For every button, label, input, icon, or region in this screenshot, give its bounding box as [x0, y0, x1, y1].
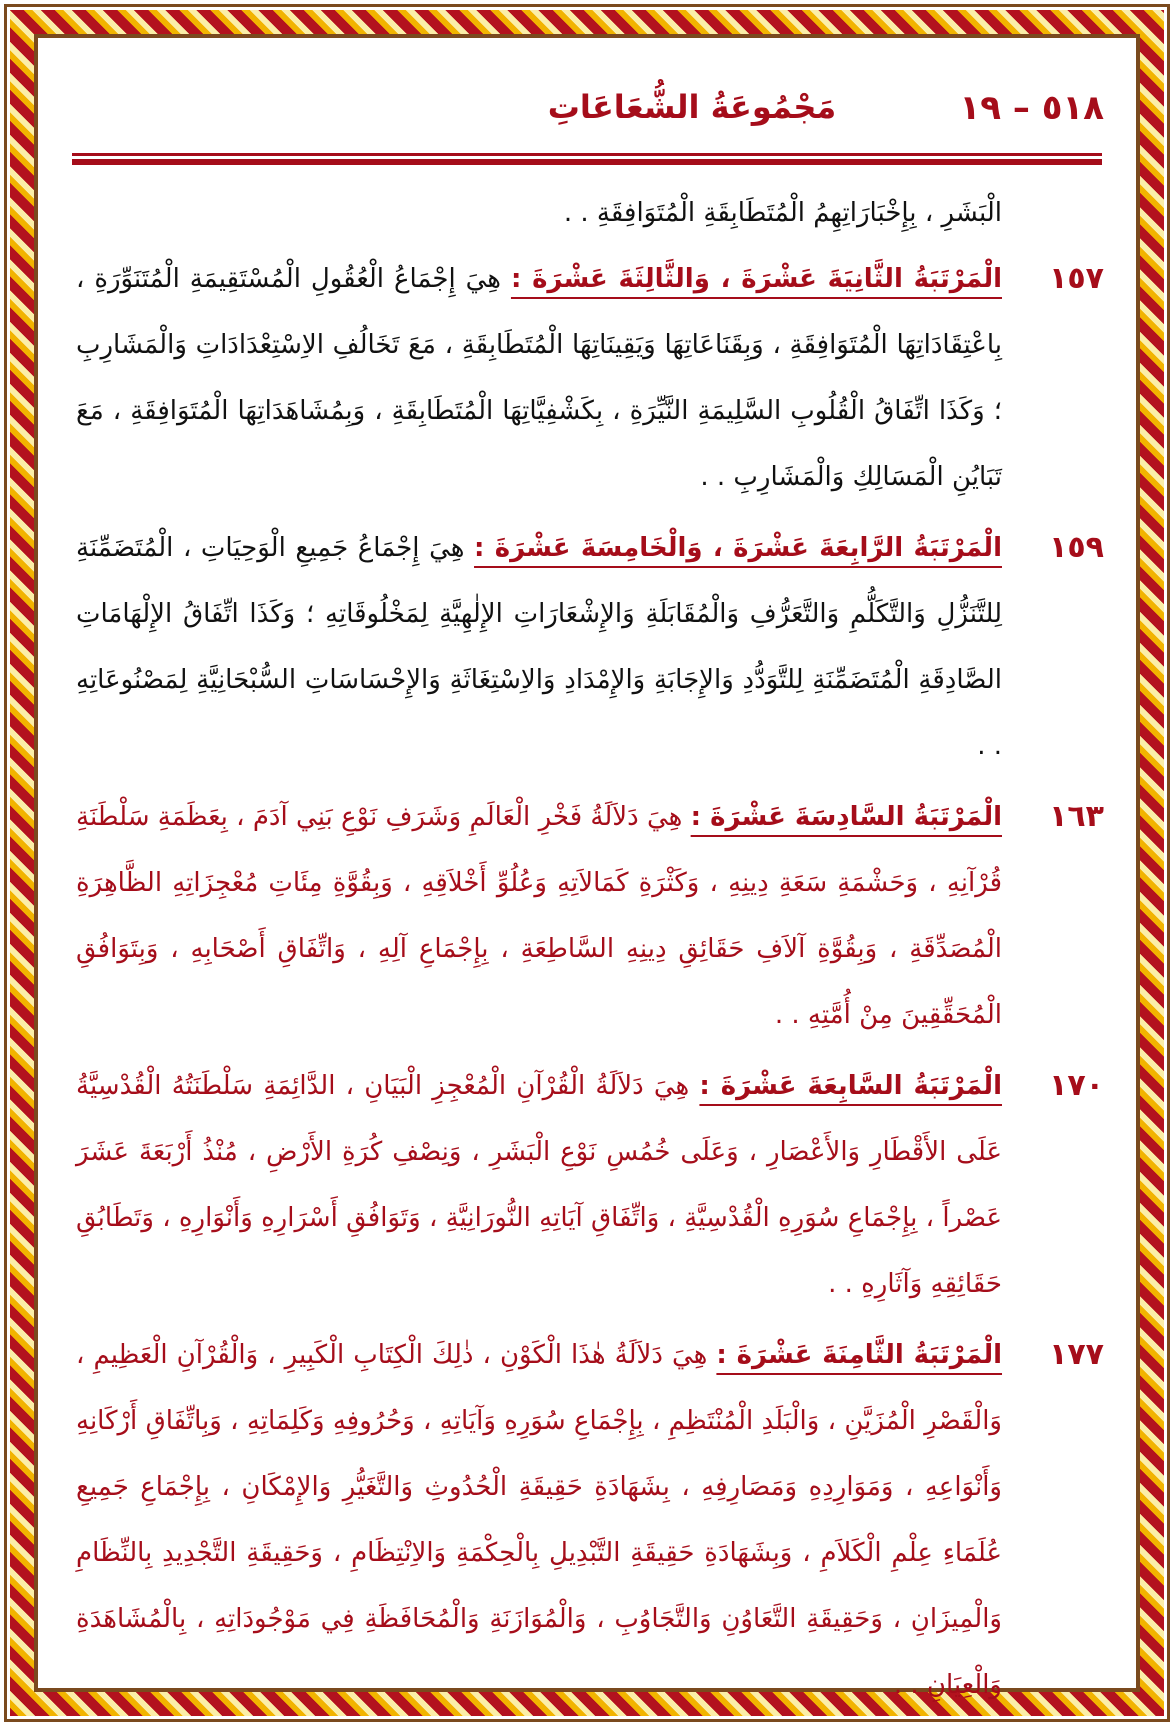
paragraph-body: هِيَ دَلاَلَةُ الْقُرْآنِ الْمُعْجِزِ الْبَيَانِ ، الدَّائِمَةِ سَلْطَنَتُهُ الْقُدْسِيَّةُ عَلَى الأَقْطَارِ وَالأَعْصَارِ ، وَعَلَى خُمُسِ نَوْعِ الْبَشَرِ ، وَنِصْفِ كُرَةِ الأَرْضِ ، مُنْذُ أَرْبَعَةَ عَشَرَ عَصْراً ، بِإِجْمَاعِ سُوَرِهِ الْقُدْسِيَّةِ ، وَاتِّفَاقِ آيَاتِهِ النُّورَانِيَّةِ ، وَتَوَافُقِ أَسْرَارِهِ وَأَنْوَارِهِ ، وَتَطَابُقِ حَقَائِقِهِ وَآثَارِهِ . . — [76, 1071, 1002, 1299]
paragraph-body: هِيَ دَلاَلَةُ فَخْرِ الْعَالَمِ وَشَرَفِ نَوْعِ بَنِي آدَمَ ، بِعَظَمَةِ سَلْطَنَةِ قُرْآنِهِ ، وَحَشْمَةِ سَعَةِ دِينِهِ ، وَكَثْرَةِ كَمَالاَتِهِ وَعُلُوِّ أَخْلاَقِهِ ، وَبِقُوَّةِ مِئَاتِ مُعْجِزَاتِهِ الظَّاهِرَةِ الْمُصَدِّقَةِ ، وَبِقُوَّةِ آلاَفِ حَقَائِقِ دِينِهِ السَّاطِعَةِ ، بِإِجْمَاعِ آلِهِ ، وَاتِّفَاقِ أَصْحَابِهِ ، وَبِتَوَافُقِ الْمُحَقِّقِينَ مِنْ أُمَّتِهِ . . — [76, 802, 1002, 1030]
paragraph-number: ١٧٧ — [1049, 1337, 1104, 1372]
paragraph-body: هِيَ دَلاَلَةُ هٰذَا الْكَوْنِ ، ذٰلِكَ الْكِتَابِ الْكَبِيرِ ، وَالْقُرْآنِ الْعَظِيمِ ، وَالْقَصْرِ الْمُزَيَّنِ ، وَالْبَلَدِ الْمُنْتَظِمِ ، بِإِجْمَاعِ سُوَرِهِ وَآيَاتِهِ ، وَحُرُوفِهِ وَكَلِمَاتِهِ ، وَبِاتِّفَاقِ أَرْكَانِهِ وَأَنْوَاعِهِ ، وَمَوَارِدِهِ وَمَصَارِفِهِ ، بِشَهَادَةِ حَقِيقَةِ الْحُدُوثِ وَالتَّغَيُّرِ وَالإِمْكَانِ ، بِإِجْمَاعِ جَمِيعِ عُلَمَاءِ عِلْمِ الْكَلاَمِ ، وَبِشَهَادَةِ حَقِيقَةِ التَّبْدِيلِ بِالْحِكْمَةِ وَالاِنْتِظَامِ ، وَحَقِيقَةِ التَّجْدِيدِ بِالنِّظَامِ وَالْمِيزَانِ ، وَحَقِيقَةِ التَّعَاوُنِ وَالتَّجَاوُبِ ، وَالْمُوَازَنَةِ وَالْمُحَافَظَةِ فِي مَوْجُودَاتِهِ ، بِالْمُشَاهَدَةِ وَالْعِيَانِ . . — [76, 1340, 1002, 1700]
paragraph-heading: الْمَرْتَبَةُ الرَّابِعَةَ عَشْرَةَ ، وَالْخَامِسَةَ عَشْرَةَ : — [474, 533, 1002, 563]
paragraph-177 — [76, 1322, 1104, 1718]
book-title: مَجْمُوعَةُ الشُّعَاعَاتِ — [547, 88, 837, 126]
paragraph-number: ١٦٣ — [1049, 799, 1104, 834]
continuation-text: الْبَشَرِ ، بِإِخْبَارَاتِهِمُ الْمُتَطَابِقَةِ الْمُتَوَافِقَةِ . . — [563, 198, 1002, 228]
page-body — [76, 180, 1104, 1723]
page-header — [70, 88, 1104, 144]
paragraph-number: ١٧٠ — [1049, 1068, 1104, 1103]
paragraph-heading: الْمَرْتَبَةُ الثَّامِنَةَ عَشْرَةَ : — [716, 1340, 1003, 1370]
paragraph-heading: الْمَرْتَبَةُ السَّادِسَةَ عَشْرَةَ : — [690, 802, 1002, 832]
paragraph-heading: الْمَرْتَبَةُ السَّابِعَةَ عَشْرَةَ : — [699, 1071, 1002, 1101]
paragraph-number: ١٥٧ — [1049, 261, 1104, 296]
paragraph-body: هِيَ إِجْمَاعُ جَمِيعِ الْوَحِيَاتِ ، الْمُتَضَمِّنَةِ لِلتَّنَزُّلِ وَالتَّكَلُّمِ وَالتَّعَرُّفِ وَالْمُقَابَلَةِ وَالإِشْعَارَاتِ الإِلٰهِيَّةِ لِمَخْلُوقَاتِهِ ؛ وَكَذَا اتِّفَاقُ الإِلْهَامَاتِ الصَّادِقَةِ الْمُتَضَمِّنَةِ لِلتَّوَدُّدِ وَالإِجَابَةِ وَالإِمْدَادِ وَالاِسْتِغَاثَةِ وَالإِحْسَاسَاتِ السُّبْحَانِيَّةِ لِمَصْنُوعَاتِهِ . . — [76, 533, 1002, 761]
paragraph-body: هِيَ إِجْمَاعُ الْعُقُولِ الْمُسْتَقِيمَةِ الْمُتَنَوِّرَةِ ، بِاعْتِقَادَاتِهَا الْمُتَوَافِقَةِ ، وَبِقَنَاعَاتِهَا وَيَقِينَاتِهَا الْمُتَطَابِقَةِ ، مَعَ تَخَالُفِ الاِسْتِعْدَادَاتِ وَالْمَشَارِبِ ؛ وَكَذَا اتِّفَاقُ الْقُلُوبِ السَّلِيمَةِ النَّيِّرَةِ ، بِكَشْفِيَّاتِهَا الْمُتَطَابِقَةِ ، وَبِمُشَاهَدَاتِهَا الْمُتَوَافِقَةِ ، مَعَ تَبَايُنِ الْمَسَالِكِ وَالْمَشَارِبِ . . — [76, 264, 1002, 492]
paragraph-163 — [76, 784, 1104, 1048]
paragraph-170 — [76, 1053, 1104, 1317]
paragraph-157 — [76, 246, 1104, 510]
page-number: ٥١٨ – ١٩ — [959, 88, 1104, 128]
header-rule-thick — [72, 159, 1102, 165]
header-rule-thin — [72, 153, 1102, 156]
paragraph-number: ١٥٩ — [1049, 530, 1104, 565]
paragraph-159 — [76, 515, 1104, 779]
paragraph-heading: الْمَرْتَبَةُ الثَّانِيَةَ عَشْرَةَ ، وَالثَّالِثَةَ عَشْرَةَ : — [510, 264, 1002, 294]
